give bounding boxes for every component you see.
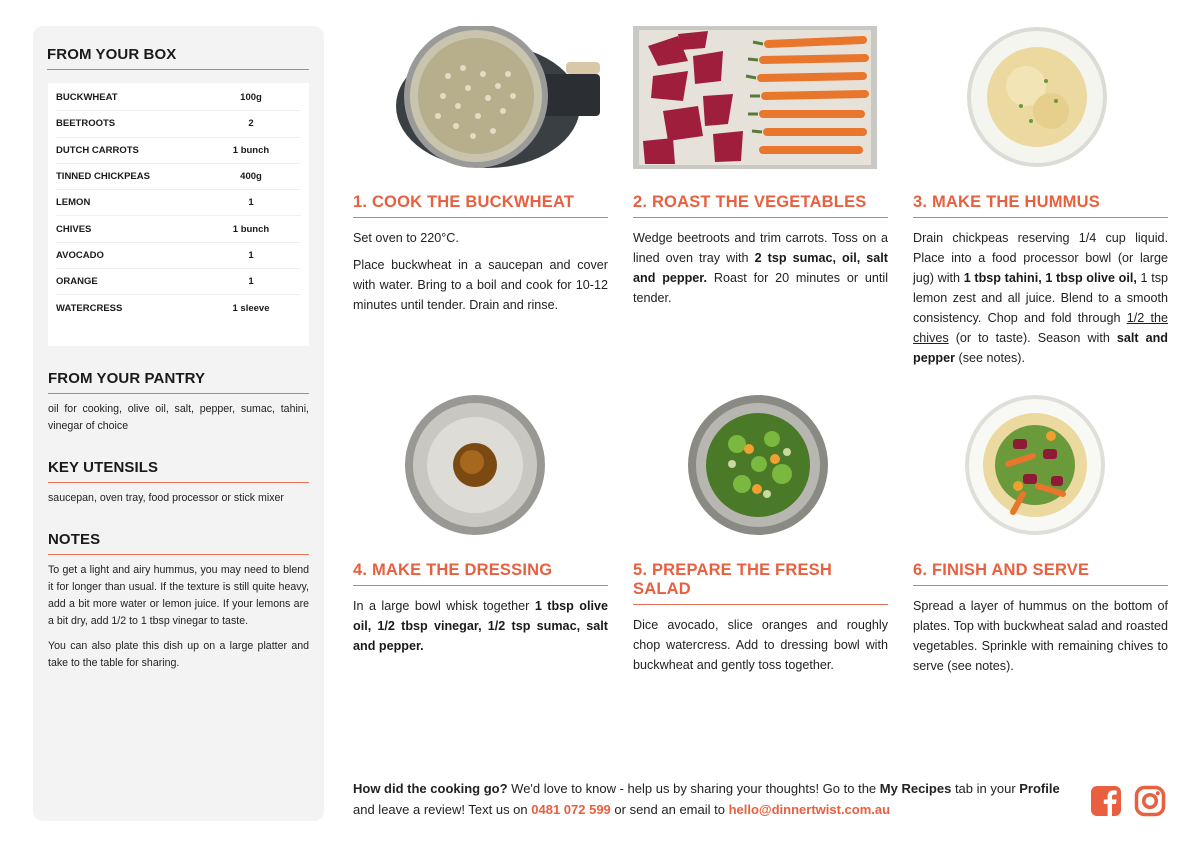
instagram-icon[interactable] <box>1134 785 1166 817</box>
step-text: Dice avocado, slice oranges and roughly chop watercress. Add to dressing bowl with buckwheat and gently toss together. <box>633 618 888 672</box>
ingredients-sidebar <box>33 26 324 821</box>
profile-label: Profile <box>1019 781 1060 796</box>
step-5 <box>633 561 888 682</box>
notes-paragraph: You can also plate this dish up on a large platter and take to the table for sharing. <box>48 639 309 669</box>
ingredient-qty: 100g <box>240 92 262 104</box>
table-row <box>56 269 301 295</box>
ingredient-name: LEMON <box>56 197 91 209</box>
ingredient-name: AVOCADO <box>56 249 104 261</box>
notes-body <box>48 562 309 672</box>
footer-text: or send an email to <box>610 802 729 817</box>
step-body <box>353 228 608 315</box>
step-text-run: (see notes). <box>955 351 1025 365</box>
table-row <box>56 164 301 190</box>
step-2 <box>633 193 888 315</box>
ingredient-qty: 400g <box>240 171 262 183</box>
ingredient-name: ORANGE <box>56 276 98 288</box>
step-text <box>913 228 1168 368</box>
buckwheat-photo <box>388 26 600 169</box>
phone-link[interactable]: 0481 072 599 <box>531 802 611 817</box>
from-your-box-title: FROM YOUR BOX <box>47 40 309 70</box>
step-title: 2. ROAST THE VEGETABLES <box>633 193 888 218</box>
step-3 <box>913 193 1168 375</box>
footer-text: We'd love to know - help us by sharing your thoughts! Go to the <box>507 781 880 796</box>
step-body <box>353 596 608 656</box>
ingredient-qty: 1 <box>248 276 254 288</box>
step-text: Spread a layer of hummus on the bottom of plates. Top with buckwheat salad and roasted vegetables. Sprinkle with remaining chives to serve (see notes). <box>913 599 1168 673</box>
ingredient-name: TINNED CHICKPEAS <box>56 171 150 183</box>
ingredient-name: WATERCRESS <box>56 303 123 315</box>
email-link[interactable]: hello@dinnertwist.com.au <box>728 802 891 817</box>
ingredient-qty: 1 sleeve <box>232 303 270 315</box>
step-body <box>633 615 888 675</box>
footer-question: How did the cooking go? <box>353 781 508 796</box>
table-row <box>56 216 301 242</box>
ingredient-qty: 1 <box>248 249 254 261</box>
step-text: Set oven to 220°C. <box>353 231 459 245</box>
ingredient-name: DUTCH CARROTS <box>56 144 139 156</box>
notes-title: NOTES <box>48 525 309 555</box>
step-text <box>633 228 888 308</box>
step-text <box>353 596 608 656</box>
roast-vegetables-photo <box>633 26 877 169</box>
dressing-photo <box>404 394 546 536</box>
step-text-bold: 1 tbsp olive oil, 1/2 tbsp vinegar, 1/2 tsp sumac, salt and pepper. <box>353 599 608 653</box>
fresh-salad-photo <box>687 394 829 536</box>
table-row <box>56 111 301 137</box>
ingredient-qty: 1 <box>248 197 254 209</box>
footer-text: tab in your <box>951 781 1020 796</box>
ingredient-qty: 2 <box>248 118 254 130</box>
step-1 <box>353 193 608 322</box>
step-text-bold: 1 tbsp tahini, 1 tbsp olive oil, <box>963 271 1137 285</box>
ingredient-name: BUCKWHEAT <box>56 92 118 104</box>
step-text-run: Drain chickpeas reserving 1/4 cup liquid. Place into a food processor bowl (or large jug) with <box>913 231 1168 285</box>
footer-text: and leave a review! Text us on <box>353 802 532 817</box>
pantry-text: oil for cooking, olive oil, salt, pepper, sumac, tahini, vinegar of choice <box>48 402 309 432</box>
step-title: 1. COOK THE BUCKWHEAT <box>353 193 608 218</box>
step-text-run: 1 tsp lemon zest and all juice. Blend to a smooth consistency. Chop and fold through <box>913 271 1168 325</box>
step-text: Place buckwheat in a saucepan and cover with water. Bring to a boil and cook for 10-12 minutes until tender. Drain and rinse. <box>353 258 608 312</box>
step-text-underline: 1/2 the chives <box>913 311 1168 345</box>
step-text-bold: salt and pepper <box>913 331 1168 365</box>
step-body <box>913 596 1168 676</box>
ingredient-qty: 1 bunch <box>232 144 270 156</box>
utensils-title: KEY UTENSILS <box>48 453 309 483</box>
ingredient-name: BEETROOTS <box>56 118 116 130</box>
table-row <box>56 85 301 111</box>
step-body <box>913 228 1168 368</box>
pantry-title: FROM YOUR PANTRY <box>48 364 309 394</box>
step-4 <box>353 561 608 663</box>
table-row <box>56 190 301 216</box>
table-row <box>56 138 301 164</box>
step-title: 4. MAKE THE DRESSING <box>353 561 608 586</box>
step-body <box>633 228 888 308</box>
finished-dish-photo <box>963 394 1107 536</box>
pantry-section <box>48 364 309 435</box>
feedback-footer <box>353 778 1083 820</box>
step-title: 3. MAKE THE HUMMUS <box>913 193 1168 218</box>
ingredient-name: CHIVES <box>56 223 92 235</box>
box-ingredients-table <box>48 83 309 346</box>
facebook-icon[interactable] <box>1090 785 1122 817</box>
step-6 <box>913 561 1168 683</box>
notes-section <box>48 525 309 672</box>
table-row <box>56 295 301 321</box>
step-text-run: (or to taste). Season with <box>948 331 1117 345</box>
table-row <box>56 243 301 269</box>
step-text-run: Wedge beetroots and trim carrots. Toss on a lined oven tray with <box>633 231 888 265</box>
my-recipes-label: My Recipes <box>879 781 952 796</box>
hummus-photo <box>966 26 1108 168</box>
step-title: 6. FINISH AND SERVE <box>913 561 1168 586</box>
notes-paragraph: To get a light and airy hummus, you may need to blend it for longer than usual. If the texture is still quite heavy, add a bit more water or lemon juice. If your lemons are a bit dry, add 1/2 to 1 tbsp vinegar to taste. <box>48 563 309 627</box>
utensils-section <box>48 453 309 507</box>
step-text-bold: 2 tsp sumac, oil, salt and pepper. <box>633 251 888 285</box>
ingredient-qty: 1 bunch <box>232 223 270 235</box>
step-text-run: Roast for 20 minutes or until tender. <box>633 271 888 305</box>
utensils-text: saucepan, oven tray, food processor or stick mixer <box>48 491 284 504</box>
step-title: 5. PREPARE THE FRESH SALAD <box>633 561 888 605</box>
step-text-run: In a large bowl whisk together <box>353 599 535 613</box>
